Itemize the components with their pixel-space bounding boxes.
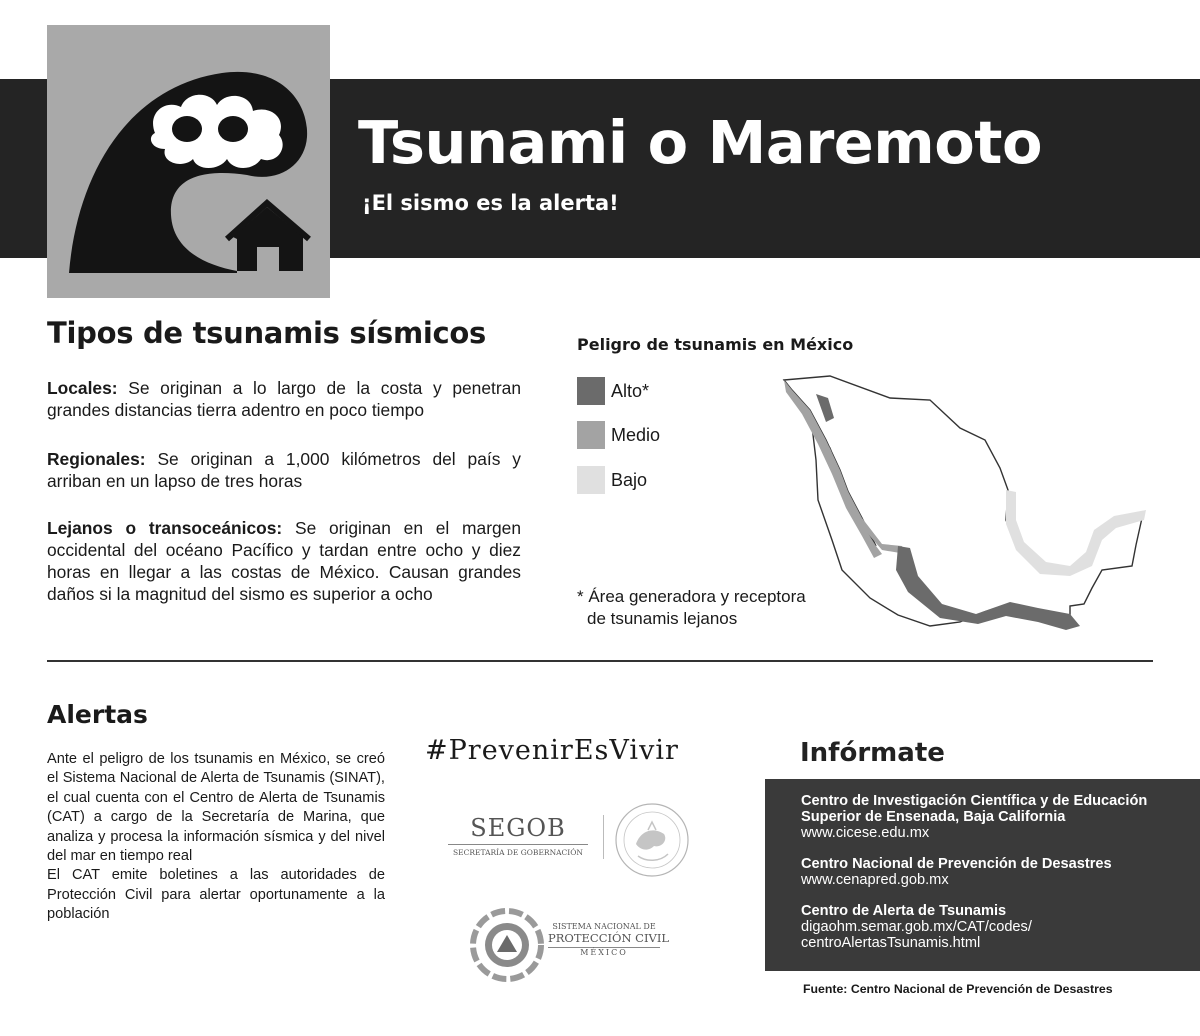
hashtag: #PrevenirEsVivir bbox=[425, 735, 679, 766]
footnote-line: * Área generadora y receptora bbox=[577, 587, 806, 606]
info-item-cat bbox=[801, 903, 1200, 951]
alerts-paragraph: Ante el peligro de los tsunamis en México, se creó el Sistema Nacional de Alerta de Tsunamis (SINAT), el cual cuenta con el Centro de Alerta de Tsunamis (CAT) a cargo de la Secretaría de Marina, que analiza y procesa la información sísmica y del nivel del mar en tiempo real bbox=[47, 751, 385, 865]
type-text: Se originan en el margen occidental del océano Pacífico y tardan entre ocho y diez horas en llegar a las costas de México. Causan grandes daños si la magnitud del sismo es superior a ocho bbox=[47, 518, 521, 604]
proteccion-civil-icon bbox=[470, 908, 544, 982]
type-term: Locales: bbox=[47, 378, 118, 398]
segob-subtitle: SECRETARÍA DE GOBERNACIÓN bbox=[448, 844, 588, 857]
section-divider bbox=[47, 660, 1153, 662]
legend-item-alto bbox=[577, 376, 649, 406]
legend-item-bajo bbox=[577, 465, 647, 495]
legend-swatch bbox=[577, 466, 605, 494]
tsunami-wave-house-icon bbox=[47, 25, 330, 298]
logo-separator bbox=[603, 815, 604, 859]
type-text: Se originan a lo largo de la costa y penetran grandes distancias tierra adentro en poco tiempo bbox=[47, 378, 521, 420]
alerts-paragraph: El CAT emite boletines a las autoridades de Protección Civil para alertar oportunamente a la población bbox=[47, 867, 385, 923]
type-item-regionales bbox=[47, 448, 521, 492]
info-link[interactable]: digaohm.semar.gob.mx/CAT/codes/ bbox=[801, 919, 1032, 935]
info-name: Centro de Alerta de Tsunamis bbox=[801, 903, 1007, 919]
proteccion-civil-text bbox=[548, 922, 670, 957]
legend-swatch bbox=[577, 377, 605, 405]
footnote-line: de tsunamis lejanos bbox=[587, 609, 738, 628]
legend-item-medio bbox=[577, 420, 660, 450]
legend-label: Bajo bbox=[611, 469, 648, 490]
info-name: Centro Nacional de Prevención de Desastres bbox=[801, 856, 1112, 872]
info-link[interactable]: www.cenapred.gob.mx bbox=[801, 872, 949, 888]
alerts-body bbox=[47, 750, 385, 925]
mexico-seal-icon bbox=[612, 800, 692, 880]
pc-line: PROTECCIÓN CIVIL bbox=[548, 931, 660, 948]
info-link[interactable]: centroAlertasTsunamis.html bbox=[801, 935, 981, 951]
type-item-lejanos bbox=[47, 517, 521, 605]
type-term: Lejanos o transoceánicos: bbox=[47, 518, 283, 538]
type-item-locales bbox=[47, 377, 521, 421]
mexico-outline bbox=[784, 376, 1142, 626]
segob-logo bbox=[448, 814, 588, 857]
info-heading: Infórmate bbox=[800, 738, 945, 768]
tsunami-logo bbox=[47, 25, 330, 298]
mexico-map bbox=[770, 370, 1160, 645]
alerts-heading: Alertas bbox=[47, 700, 148, 729]
info-item-cenapred bbox=[801, 856, 1200, 888]
legend-label: Medio bbox=[611, 424, 661, 445]
segob-name: SEGOB bbox=[470, 814, 566, 842]
pc-line: MÉXICO bbox=[580, 948, 628, 957]
info-item-cicese bbox=[801, 793, 1200, 841]
type-term: Regionales: bbox=[47, 449, 146, 469]
info-name: Centro de Investigación Científica y de Educación bbox=[801, 793, 1148, 809]
info-name: Superior de Ensenada, Baja California bbox=[801, 809, 1066, 825]
page-subtitle: ¡El sismo es la alerta! bbox=[362, 191, 619, 215]
source-note: Fuente: Centro Nacional de Prevención de Desastres bbox=[803, 982, 1113, 996]
legend-swatch bbox=[577, 421, 605, 449]
info-link[interactable]: www.cicese.edu.mx bbox=[801, 825, 930, 841]
info-box bbox=[765, 779, 1200, 971]
types-heading: Tipos de tsunamis sísmicos bbox=[47, 316, 486, 350]
type-text: Se originan a 1,000 kilómetros del país y arriban en un lapso de tres horas bbox=[47, 449, 521, 491]
pc-line: SISTEMA NACIONAL DE bbox=[552, 922, 656, 931]
map-title: Peligro de tsunamis en México bbox=[577, 335, 854, 354]
legend-label: Alto* bbox=[611, 380, 650, 401]
page-title: Tsunami o Maremoto bbox=[358, 108, 1043, 177]
